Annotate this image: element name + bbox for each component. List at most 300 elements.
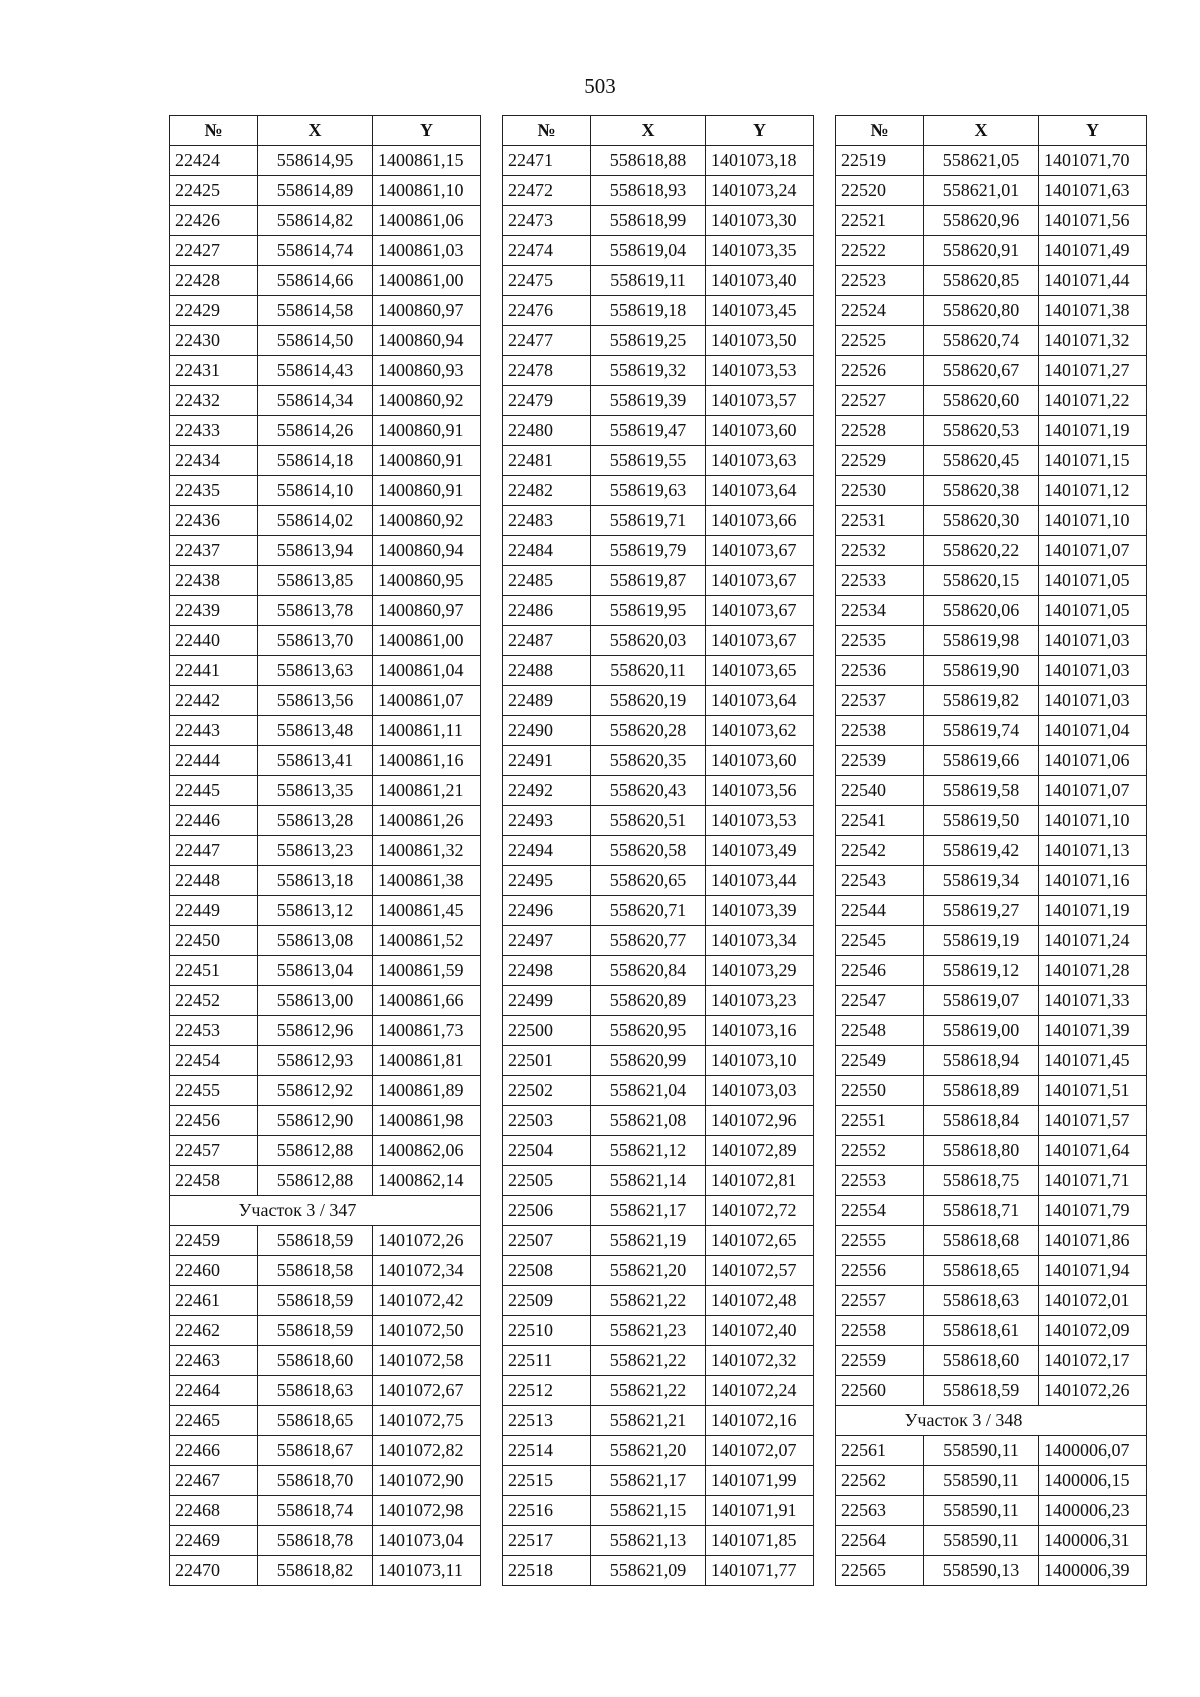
x-coordinate: 558614,43: [258, 356, 373, 386]
y-coordinate: 1401071,70: [1039, 146, 1147, 176]
y-coordinate: 1401073,34: [706, 926, 814, 956]
table-row: [503, 536, 814, 566]
x-coordinate: 558612,88: [258, 1136, 373, 1166]
x-coordinate: 558614,26: [258, 416, 373, 446]
y-coordinate: 1401072,16: [706, 1406, 814, 1436]
y-coordinate: 1401072,07: [706, 1436, 814, 1466]
table-row: [170, 1556, 481, 1586]
x-coordinate: 558614,50: [258, 326, 373, 356]
y-coordinate: 1401071,04: [1039, 716, 1147, 746]
table-row: [836, 1256, 1147, 1286]
point-number: 22522: [836, 236, 924, 266]
x-coordinate: 558619,63: [591, 476, 706, 506]
y-coordinate: 1400861,98: [373, 1106, 481, 1136]
table-row: [836, 626, 1147, 656]
y-coordinate: 1401072,32: [706, 1346, 814, 1376]
point-number: 22520: [836, 176, 924, 206]
point-number: 22557: [836, 1286, 924, 1316]
point-number: 22443: [170, 716, 258, 746]
y-coordinate: 1400860,97: [373, 596, 481, 626]
x-coordinate: 558618,71: [924, 1196, 1039, 1226]
point-number: 22427: [170, 236, 258, 266]
point-number: 22486: [503, 596, 591, 626]
y-coordinate: 1400860,92: [373, 386, 481, 416]
x-coordinate: 558621,01: [924, 176, 1039, 206]
table-row: [503, 326, 814, 356]
x-coordinate: 558619,19: [924, 926, 1039, 956]
point-number: 22535: [836, 626, 924, 656]
x-coordinate: 558619,66: [924, 746, 1039, 776]
point-number: 22562: [836, 1466, 924, 1496]
y-coordinate: 1401073,64: [706, 686, 814, 716]
table-row: [836, 326, 1147, 356]
y-coordinate: 1401073,49: [706, 836, 814, 866]
point-number: 22554: [836, 1196, 924, 1226]
y-coordinate: 1400860,91: [373, 446, 481, 476]
table-row: [836, 866, 1147, 896]
table-row: [170, 1436, 481, 1466]
header-y: Y: [706, 116, 814, 146]
x-coordinate: 558620,58: [591, 836, 706, 866]
point-number: 22424: [170, 146, 258, 176]
point-number: 22544: [836, 896, 924, 926]
y-coordinate: 1401073,23: [706, 986, 814, 1016]
x-coordinate: 558619,04: [591, 236, 706, 266]
table-row: [170, 1316, 481, 1346]
table-row: [503, 1226, 814, 1256]
y-coordinate: 1401072,96: [706, 1106, 814, 1136]
x-coordinate: 558613,35: [258, 776, 373, 806]
table-row: [836, 296, 1147, 326]
y-coordinate: 1400861,15: [373, 146, 481, 176]
y-coordinate: 1401071,51: [1039, 1076, 1147, 1106]
point-number: 22512: [503, 1376, 591, 1406]
table-row: [170, 1166, 481, 1196]
point-number: 22546: [836, 956, 924, 986]
point-number: 22452: [170, 986, 258, 1016]
table-row: [836, 1136, 1147, 1166]
table-row: [170, 836, 481, 866]
y-coordinate: 1401071,03: [1039, 626, 1147, 656]
header-x: X: [258, 116, 373, 146]
point-number: 22517: [503, 1526, 591, 1556]
y-coordinate: 1401072,34: [373, 1256, 481, 1286]
point-number: 22433: [170, 416, 258, 446]
y-coordinate: 1401071,15: [1039, 446, 1147, 476]
table-row: [836, 1376, 1147, 1406]
x-coordinate: 558619,74: [924, 716, 1039, 746]
x-coordinate: 558620,51: [591, 806, 706, 836]
x-coordinate: 558620,77: [591, 926, 706, 956]
x-coordinate: 558618,99: [591, 206, 706, 236]
y-coordinate: 1401071,16: [1039, 866, 1147, 896]
table-row: [503, 836, 814, 866]
y-coordinate: 1401072,98: [373, 1496, 481, 1526]
table-row: [836, 1496, 1147, 1526]
point-number: 22437: [170, 536, 258, 566]
table-row: [503, 746, 814, 776]
x-coordinate: 558613,48: [258, 716, 373, 746]
header-number: №: [503, 116, 591, 146]
x-coordinate: 558621,21: [591, 1406, 706, 1436]
table-row: [503, 1286, 814, 1316]
table-row: [170, 236, 481, 266]
y-coordinate: 1401073,60: [706, 746, 814, 776]
point-number: 22447: [170, 836, 258, 866]
y-coordinate: 1401073,50: [706, 326, 814, 356]
x-coordinate: 558613,94: [258, 536, 373, 566]
table-row: [503, 146, 814, 176]
point-number: 22502: [503, 1076, 591, 1106]
table-row: [836, 1076, 1147, 1106]
point-number: 22539: [836, 746, 924, 776]
point-number: 22526: [836, 356, 924, 386]
point-number: 22467: [170, 1466, 258, 1496]
x-coordinate: 558621,22: [591, 1376, 706, 1406]
y-coordinate: 1400862,06: [373, 1136, 481, 1166]
table-row: [836, 1196, 1147, 1226]
table-row: [503, 1466, 814, 1496]
x-coordinate: 558590,13: [924, 1556, 1039, 1586]
point-number: 22564: [836, 1526, 924, 1556]
point-number: 22560: [836, 1376, 924, 1406]
point-number: 22510: [503, 1316, 591, 1346]
table-row: [170, 986, 481, 1016]
y-coordinate: 1401071,77: [706, 1556, 814, 1586]
x-coordinate: 558590,11: [924, 1466, 1039, 1496]
x-coordinate: 558618,59: [258, 1226, 373, 1256]
table-row: [836, 1526, 1147, 1556]
x-coordinate: 558590,11: [924, 1436, 1039, 1466]
point-number: 22436: [170, 506, 258, 536]
point-number: 22545: [836, 926, 924, 956]
point-number: 22489: [503, 686, 591, 716]
table-row: [170, 506, 481, 536]
point-number: 22466: [170, 1436, 258, 1466]
x-coordinate: 558613,04: [258, 956, 373, 986]
table-row: [170, 806, 481, 836]
x-coordinate: 558618,60: [924, 1346, 1039, 1376]
table-row: [836, 1556, 1147, 1586]
y-coordinate: 1401071,10: [1039, 506, 1147, 536]
y-coordinate: 1400861,45: [373, 896, 481, 926]
table-row: [836, 686, 1147, 716]
y-coordinate: 1401073,39: [706, 896, 814, 926]
x-coordinate: 558621,08: [591, 1106, 706, 1136]
x-coordinate: 558618,63: [258, 1376, 373, 1406]
y-coordinate: 1401072,26: [373, 1226, 481, 1256]
point-number: 22483: [503, 506, 591, 536]
y-coordinate: 1400861,81: [373, 1046, 481, 1076]
table-row: [836, 806, 1147, 836]
point-number: 22524: [836, 296, 924, 326]
point-number: 22516: [503, 1496, 591, 1526]
x-coordinate: 558619,12: [924, 956, 1039, 986]
y-coordinate: 1401072,65: [706, 1226, 814, 1256]
page-number: 503: [584, 74, 616, 98]
y-coordinate: 1401072,57: [706, 1256, 814, 1286]
y-coordinate: 1400861,07: [373, 686, 481, 716]
table-row: [170, 476, 481, 506]
table-row: [170, 626, 481, 656]
table-row: [170, 176, 481, 206]
table-row: [503, 866, 814, 896]
x-coordinate: 558618,75: [924, 1166, 1039, 1196]
x-coordinate: 558620,53: [924, 416, 1039, 446]
x-coordinate: 558618,80: [924, 1136, 1039, 1166]
point-number: 22540: [836, 776, 924, 806]
point-number: 22477: [503, 326, 591, 356]
point-number: 22487: [503, 626, 591, 656]
x-coordinate: 558620,35: [591, 746, 706, 776]
table-row: [503, 956, 814, 986]
table-row: [503, 1346, 814, 1376]
y-coordinate: 1400862,14: [373, 1166, 481, 1196]
y-coordinate: 1401072,89: [706, 1136, 814, 1166]
x-coordinate: 558612,96: [258, 1016, 373, 1046]
x-coordinate: 558613,56: [258, 686, 373, 716]
point-number: 22525: [836, 326, 924, 356]
point-number: 22448: [170, 866, 258, 896]
x-coordinate: 558619,55: [591, 446, 706, 476]
table-row: [836, 236, 1147, 266]
y-coordinate: 1401073,29: [706, 956, 814, 986]
y-coordinate: 1400860,95: [373, 566, 481, 596]
y-coordinate: 1401071,56: [1039, 206, 1147, 236]
table-row: [836, 176, 1147, 206]
table-row: [170, 1136, 481, 1166]
y-coordinate: 1400006,07: [1039, 1436, 1147, 1466]
point-number: 22553: [836, 1166, 924, 1196]
x-coordinate: 558618,59: [924, 1376, 1039, 1406]
point-number: 22473: [503, 206, 591, 236]
table-row: [836, 1436, 1147, 1466]
y-coordinate: 1401071,64: [1039, 1136, 1147, 1166]
x-coordinate: 558619,32: [591, 356, 706, 386]
table-row: [170, 416, 481, 446]
x-coordinate: 558619,39: [591, 386, 706, 416]
x-coordinate: 558621,20: [591, 1256, 706, 1286]
x-coordinate: 558614,89: [258, 176, 373, 206]
point-number: 22440: [170, 626, 258, 656]
point-number: 22480: [503, 416, 591, 446]
table-row: [836, 416, 1147, 446]
point-number: 22534: [836, 596, 924, 626]
y-coordinate: 1400861,26: [373, 806, 481, 836]
x-coordinate: 558618,58: [258, 1256, 373, 1286]
x-coordinate: 558621,14: [591, 1166, 706, 1196]
point-number: 22536: [836, 656, 924, 686]
y-coordinate: 1401071,99: [706, 1466, 814, 1496]
point-number: 22515: [503, 1466, 591, 1496]
point-number: 22445: [170, 776, 258, 806]
x-coordinate: 558621,15: [591, 1496, 706, 1526]
x-coordinate: 558618,61: [924, 1316, 1039, 1346]
x-coordinate: 558621,13: [591, 1526, 706, 1556]
x-coordinate: 558618,74: [258, 1496, 373, 1526]
table-row: [503, 1436, 814, 1466]
x-coordinate: 558621,22: [591, 1346, 706, 1376]
x-coordinate: 558614,02: [258, 506, 373, 536]
point-number: 22494: [503, 836, 591, 866]
point-number: 22505: [503, 1166, 591, 1196]
x-coordinate: 558620,19: [591, 686, 706, 716]
x-coordinate: 558620,99: [591, 1046, 706, 1076]
x-coordinate: 558614,74: [258, 236, 373, 266]
table-row: [170, 1526, 481, 1556]
point-number: 22438: [170, 566, 258, 596]
y-coordinate: 1401073,45: [706, 296, 814, 326]
x-coordinate: 558613,00: [258, 986, 373, 1016]
table-row: [836, 1226, 1147, 1256]
x-coordinate: 558618,68: [924, 1226, 1039, 1256]
y-coordinate: 1401073,62: [706, 716, 814, 746]
section-title: Участок 3 / 348: [836, 1406, 1147, 1436]
y-coordinate: 1400006,31: [1039, 1526, 1147, 1556]
table-row: [836, 1106, 1147, 1136]
point-number: 22555: [836, 1226, 924, 1256]
x-coordinate: 558614,34: [258, 386, 373, 416]
x-coordinate: 558619,25: [591, 326, 706, 356]
y-coordinate: 1401073,10: [706, 1046, 814, 1076]
point-number: 22537: [836, 686, 924, 716]
y-coordinate: 1401072,72: [706, 1196, 814, 1226]
y-coordinate: 1401071,06: [1039, 746, 1147, 776]
point-number: 22441: [170, 656, 258, 686]
point-number: 22450: [170, 926, 258, 956]
table-row: [170, 266, 481, 296]
y-coordinate: 1401071,03: [1039, 656, 1147, 686]
table-row: [503, 416, 814, 446]
table-row: [836, 506, 1147, 536]
point-number: 22459: [170, 1226, 258, 1256]
table-row: [170, 1466, 481, 1496]
point-number: 22493: [503, 806, 591, 836]
table-row: [503, 566, 814, 596]
table-row: [836, 356, 1147, 386]
x-coordinate: 558619,82: [924, 686, 1039, 716]
table-row: [170, 1346, 481, 1376]
x-coordinate: 558618,59: [258, 1316, 373, 1346]
y-coordinate: 1401073,11: [373, 1556, 481, 1586]
y-coordinate: 1401073,53: [706, 806, 814, 836]
point-number: 22547: [836, 986, 924, 1016]
x-coordinate: 558618,59: [258, 1286, 373, 1316]
x-coordinate: 558612,88: [258, 1166, 373, 1196]
y-coordinate: 1401073,67: [706, 566, 814, 596]
point-number: 22470: [170, 1556, 258, 1586]
point-number: 22460: [170, 1256, 258, 1286]
y-coordinate: 1401071,28: [1039, 956, 1147, 986]
point-number: 22498: [503, 956, 591, 986]
table-row: [836, 1286, 1147, 1316]
y-coordinate: 1401071,12: [1039, 476, 1147, 506]
point-number: 22556: [836, 1256, 924, 1286]
table-row: [170, 1496, 481, 1526]
x-coordinate: 558612,92: [258, 1076, 373, 1106]
x-coordinate: 558619,95: [591, 596, 706, 626]
x-coordinate: 558618,89: [924, 1076, 1039, 1106]
x-coordinate: 558614,18: [258, 446, 373, 476]
table-row: [503, 1166, 814, 1196]
y-coordinate: 1401072,67: [373, 1376, 481, 1406]
table-row: [170, 1016, 481, 1046]
table-row: [170, 686, 481, 716]
x-coordinate: 558618,65: [924, 1256, 1039, 1286]
y-coordinate: 1400860,93: [373, 356, 481, 386]
table-row: [170, 776, 481, 806]
y-coordinate: 1401073,30: [706, 206, 814, 236]
y-coordinate: 1400861,73: [373, 1016, 481, 1046]
table-row: [503, 1406, 814, 1436]
x-coordinate: 558590,11: [924, 1496, 1039, 1526]
x-coordinate: 558621,22: [591, 1286, 706, 1316]
x-coordinate: 558621,09: [591, 1556, 706, 1586]
table-row: [836, 446, 1147, 476]
y-coordinate: 1401073,56: [706, 776, 814, 806]
table-row: [170, 596, 481, 626]
point-number: 22551: [836, 1106, 924, 1136]
y-coordinate: 1400861,38: [373, 866, 481, 896]
point-number: 22468: [170, 1496, 258, 1526]
table-row: [503, 896, 814, 926]
table-row: [503, 1046, 814, 1076]
table-row: [836, 596, 1147, 626]
point-number: 22561: [836, 1436, 924, 1466]
x-coordinate: 558613,28: [258, 806, 373, 836]
y-coordinate: 1401073,67: [706, 596, 814, 626]
x-coordinate: 558621,23: [591, 1316, 706, 1346]
x-coordinate: 558618,94: [924, 1046, 1039, 1076]
x-coordinate: 558619,79: [591, 536, 706, 566]
point-number: 22511: [503, 1346, 591, 1376]
y-coordinate: 1401072,17: [1039, 1346, 1147, 1376]
point-number: 22471: [503, 146, 591, 176]
y-coordinate: 1401072,42: [373, 1286, 481, 1316]
point-number: 22531: [836, 506, 924, 536]
y-coordinate: 1401072,09: [1039, 1316, 1147, 1346]
table-row: [836, 1346, 1147, 1376]
x-coordinate: 558620,96: [924, 206, 1039, 236]
y-coordinate: 1400861,16: [373, 746, 481, 776]
table-row: [836, 716, 1147, 746]
table-row: [836, 536, 1147, 566]
table-row: [170, 326, 481, 356]
point-number: 22472: [503, 176, 591, 206]
point-number: 22542: [836, 836, 924, 866]
table-row: [170, 146, 481, 176]
y-coordinate: 1401073,64: [706, 476, 814, 506]
coordinates-table-2: [502, 115, 814, 1586]
x-coordinate: 558620,38: [924, 476, 1039, 506]
point-number: 22481: [503, 446, 591, 476]
coordinates-table-1: [169, 115, 481, 1586]
point-number: 22499: [503, 986, 591, 1016]
table-row: [503, 776, 814, 806]
table-row: [503, 206, 814, 236]
x-coordinate: 558620,91: [924, 236, 1039, 266]
point-number: 22476: [503, 296, 591, 326]
y-coordinate: 1400860,91: [373, 416, 481, 446]
table-row: [503, 446, 814, 476]
x-coordinate: 558620,43: [591, 776, 706, 806]
x-coordinate: 558620,89: [591, 986, 706, 1016]
table-row: [836, 386, 1147, 416]
point-number: 22435: [170, 476, 258, 506]
header-number: №: [170, 116, 258, 146]
x-coordinate: 558620,84: [591, 956, 706, 986]
point-number: 22451: [170, 956, 258, 986]
